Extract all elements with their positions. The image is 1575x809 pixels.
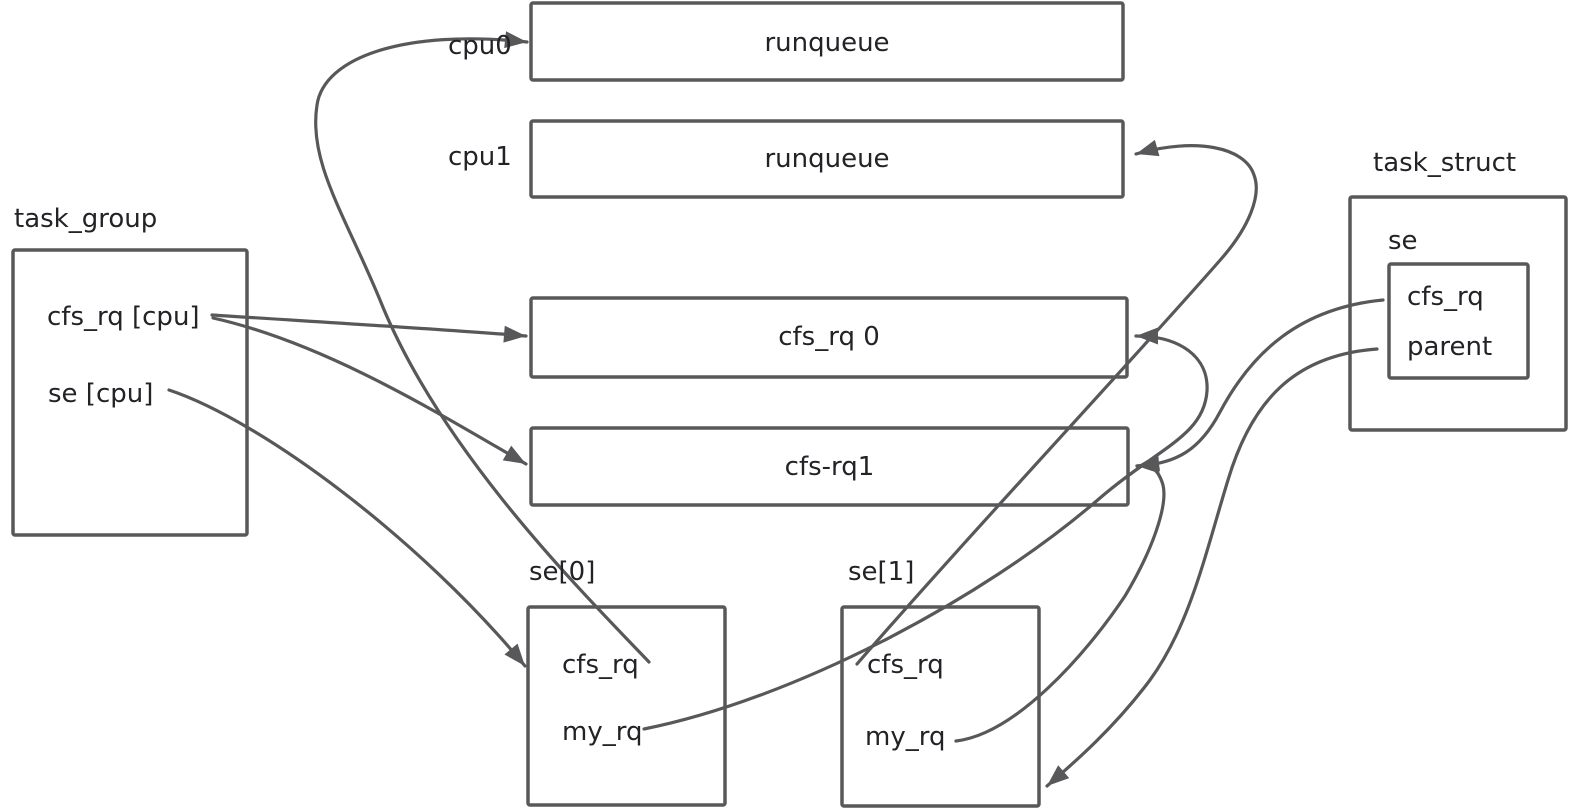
se1-title: se[1] [848, 557, 915, 587]
runqueue-cpu1-label: runqueue [764, 144, 890, 174]
task-struct-title: task_struct [1373, 148, 1517, 178]
cfs-rq0-label: cfs_rq 0 [778, 322, 880, 352]
cfs-rq1-label: cfs-rq1 [784, 452, 875, 482]
task-group-field-cfs-rq: cfs_rq [cpu] [47, 302, 200, 332]
task-struct-se-label: se [1388, 226, 1418, 256]
runqueue-cpu0-label: runqueue [764, 28, 890, 58]
arrow-ts-parent-to-se1 [1047, 349, 1377, 786]
se0-field-my-rq: my_rq [562, 717, 643, 747]
se0-title: se[0] [529, 557, 596, 587]
cpu1-label: cpu1 [448, 142, 512, 172]
arrow-tg-cfsrq-to-cfsrq1 [213, 318, 526, 464]
arrow-tg-cfsrq-to-cfsrq0 [212, 315, 526, 336]
se1-field-my-rq: my_rq [865, 722, 946, 752]
task-group-title: task_group [14, 204, 158, 234]
task-struct-field-parent: parent [1407, 332, 1493, 362]
se0-field-cfs-rq: cfs_rq [562, 650, 639, 680]
se1-box [842, 607, 1039, 806]
se1-field-cfs-rq: cfs_rq [867, 650, 944, 680]
task-struct-field-cfs-rq: cfs_rq [1407, 282, 1484, 312]
task-group-field-se: se [cpu] [48, 379, 154, 409]
cpu0-label: cpu0 [448, 31, 512, 61]
